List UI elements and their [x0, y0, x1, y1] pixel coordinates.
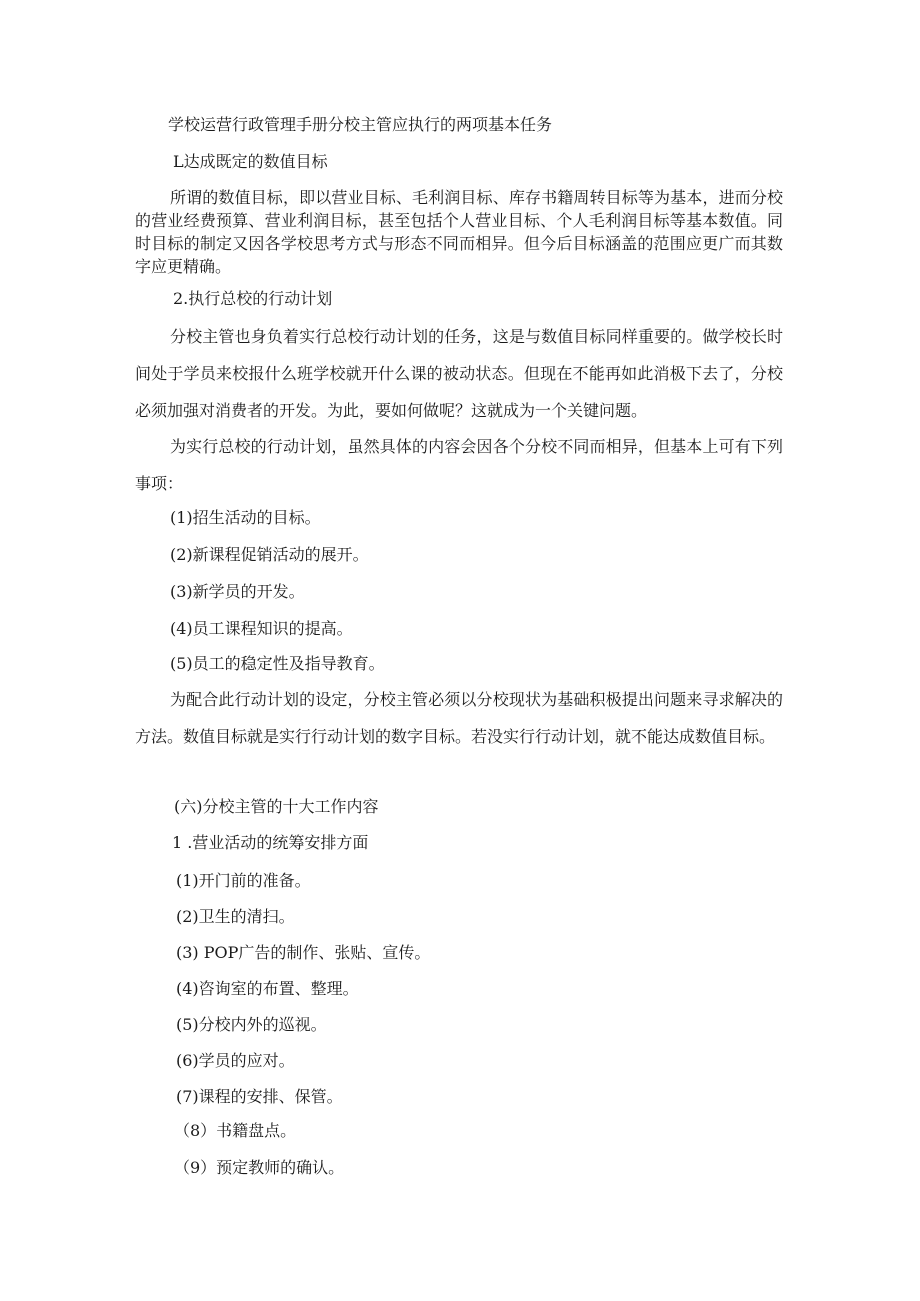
section2-body: 分校主管也身负着实行总校行动计划的任务，这是与数值目标同样重要的。做学校长时间处于学员来校报什么班学校就开什么课的被动状态。但现在不能再如此消极下去了，分校必须加强对消费者的开发。为此，要如何做呢？这就成为一个关键问题。 [135, 327, 783, 420]
action-item: (5)员工的稳定性及指导教育。 [170, 654, 385, 673]
sub1-heading: 1 .营业活动的统筹安排方面 [172, 833, 369, 852]
section1-heading: L达成既定的数值目标 [173, 152, 328, 171]
document-title: 学校运营行政管理手册分校主管应执行的两项基本任务 [168, 115, 553, 134]
section3-heading: (六)分校主管的十大工作内容 [174, 797, 379, 816]
sub1-item: (7)课程的安排、保管。 [176, 1087, 343, 1106]
sub1-item: (5)分校内外的巡视。 [176, 1015, 327, 1034]
sub1-item: (1)开门前的准备。 [176, 871, 311, 890]
section2-heading: 2.执行总校的行动计划 [173, 289, 333, 308]
action-item: (2)新课程促销活动的展开。 [170, 545, 369, 564]
sub1-item: (4)咨询室的布置、整理。 [176, 979, 359, 998]
section2-closing: 为配合此行动计划的设定，分校主管必须以分校现状为基础积极提出问题来寻求解决的方法。数值目标就是实行行动计划的数字目标。若没实行行动计划，就不能达成数值目标。 [135, 690, 783, 746]
action-item: (4)员工课程知识的提高。 [170, 619, 353, 638]
sub1-item: （8）书籍盘点。 [174, 1121, 297, 1140]
section2-intro: 为实行总校的行动计划，虽然具体的内容会因各个分校不同而相异，但基本上可有下列事项： [135, 437, 783, 493]
sub1-item: （9）预定教师的确认。 [174, 1158, 345, 1177]
action-item: (1)招生活动的目标。 [170, 508, 321, 527]
sub1-item: (3) POP广告的制作、张贴、宣传。 [176, 943, 431, 962]
sub1-item: (6)学员的应对。 [176, 1051, 295, 1070]
sub1-item: (2)卫生的清扫。 [176, 907, 295, 926]
section1-body: 所谓的数值目标，即以营业目标、毛利润目标、库存书籍周转目标等为基本，进而分校的营业经费预算、营业利润目标，甚至包括个人营业目标、个人毛利润目标等基本数值。同时目标的制定又因各学校思考方式与形态不同而相异。但今后目标涵盖的范围应更广而其数字应更精确。 [135, 188, 783, 276]
action-item: (3)新学员的开发。 [170, 582, 305, 601]
